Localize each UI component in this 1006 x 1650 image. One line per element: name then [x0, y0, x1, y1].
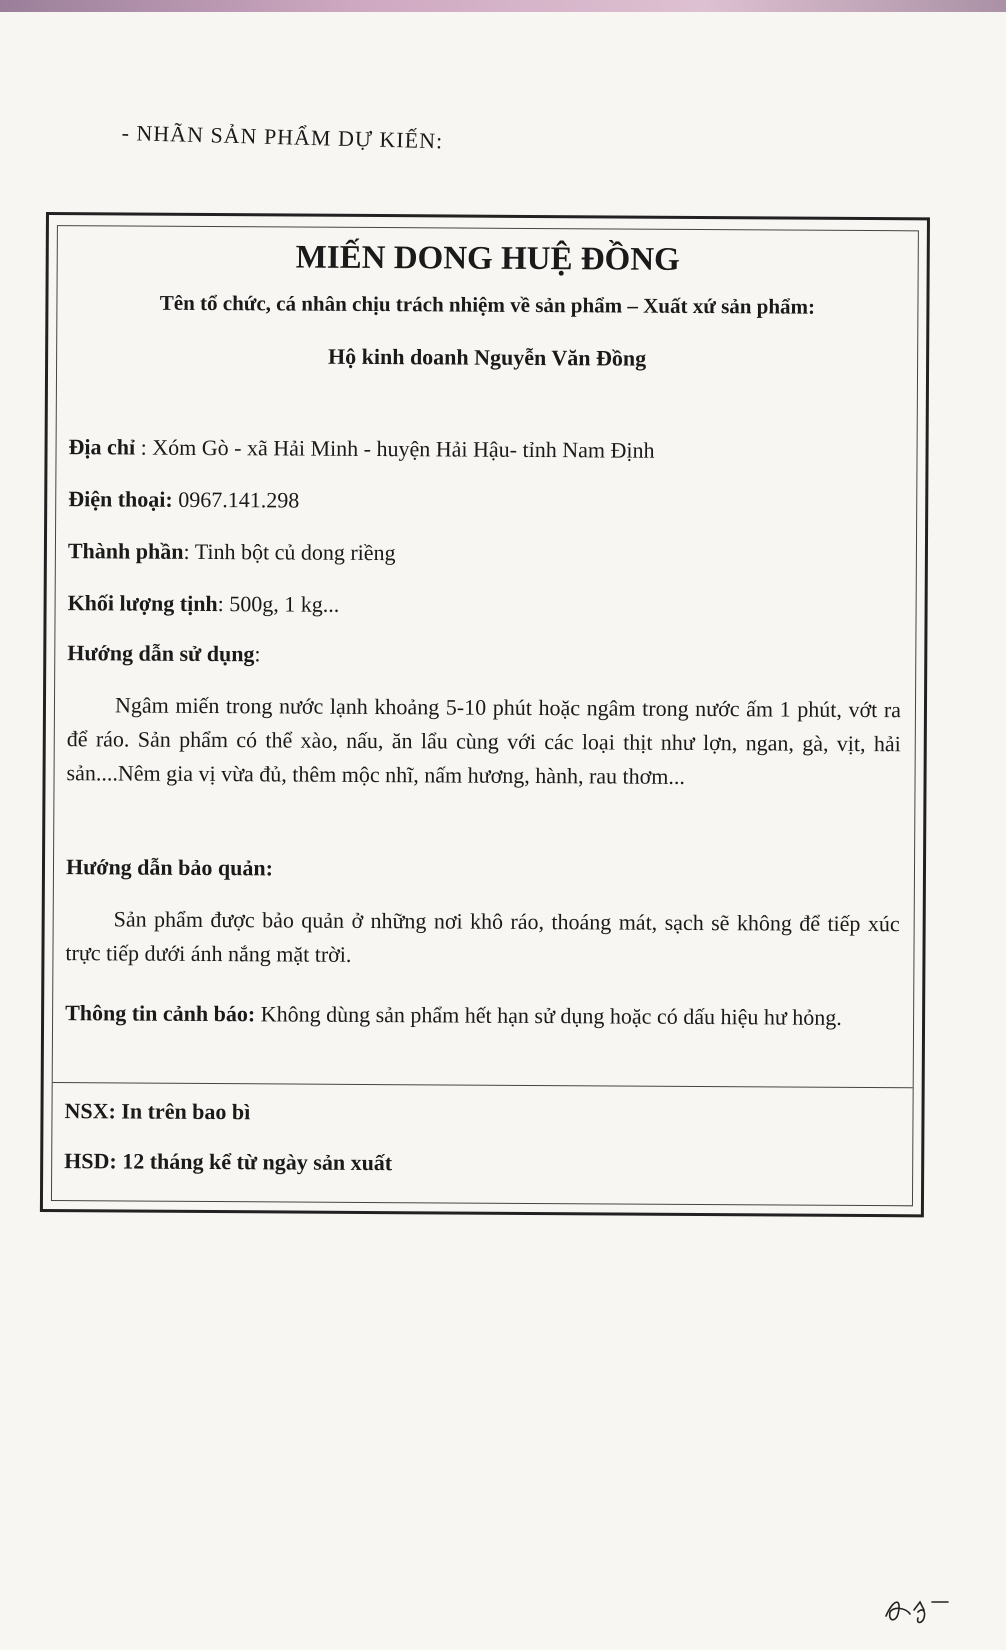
usage-heading — [67, 640, 260, 667]
weight-row — [68, 590, 340, 618]
product-label-inner-frame — [51, 225, 919, 1206]
ingredients-label: Thành phần — [67, 538, 184, 564]
storage-heading: Hướng dẫn bảo quản: — [65, 854, 274, 881]
ingredients-row — [68, 538, 396, 566]
usage-label: Hướng dẫn sử dụng — [67, 640, 255, 667]
product-label-box — [40, 212, 930, 1217]
phone-label: Điện thoại: — [68, 486, 173, 512]
org-line: Tên tổ chức, cá nhân chịu trách nhiệm về sản phẩm – Xuất xứ sản phẩm: — [159, 290, 816, 319]
warning-text: Không dùng sản phẩm hết hạn sử dụng hoặc có dấu hiệu hư hỏng. — [255, 1001, 842, 1030]
warning-label: Thông tin cảnh báo: — [65, 1000, 256, 1027]
address-label: Địa chỉ — [68, 434, 136, 460]
ingredients-value: : Tinh bột củ dong riềng — [183, 538, 396, 566]
handwritten-signature — [880, 1588, 950, 1628]
weight-value: : 500g, 1 kg... — [217, 591, 340, 617]
top-edge-strip — [0, 0, 1006, 12]
address-row — [68, 434, 654, 464]
label-divider — [53, 1082, 913, 1088]
usage-colon: : — [254, 641, 261, 667]
weight-label: Khối lượng tịnh — [67, 590, 218, 617]
org-name: Hộ kinh doanh Nguyễn Văn Đồng — [327, 343, 647, 371]
hsd-line: HSD: 12 tháng kể từ ngày sản xuất — [64, 1148, 393, 1176]
nsx-line: NSX: In trên bao bì — [64, 1098, 251, 1125]
product-title: MIẾN DONG HUỆ ĐỒNG — [295, 239, 680, 278]
storage-text: Sản phẩm được bảo quản ở những nơi khô ráo, thoáng mát, sạch sẽ không để tiếp xúc trực tiếp dưới ánh nắng mặt trời. — [65, 906, 900, 967]
page-heading: - NHÃN SẢN PHẨM DỰ KIẾN: — [121, 120, 444, 154]
phone-row — [68, 486, 299, 513]
warning-row — [65, 996, 899, 1035]
phone-value: 0967.141.298 — [172, 486, 300, 513]
usage-text: Ngâm miến trong nước lạnh khoảng 5-10 phút hoặc ngâm trong nước ấm 1 phút, vớt ra để ráo. Sản phẩm có thể xào, nấu, ăn lẩu cùng với các loại thịt như lợn, ngan, gà, vịt, hải sản....Nêm gia vị vừa đủ, thêm mộc nhĩ, nấm hương, hành, rau thơm... — [66, 692, 902, 789]
address-value: : Xóm Gò - xã Hải Minh - huyện Hải Hậu- tỉnh Nam Định — [135, 434, 655, 463]
